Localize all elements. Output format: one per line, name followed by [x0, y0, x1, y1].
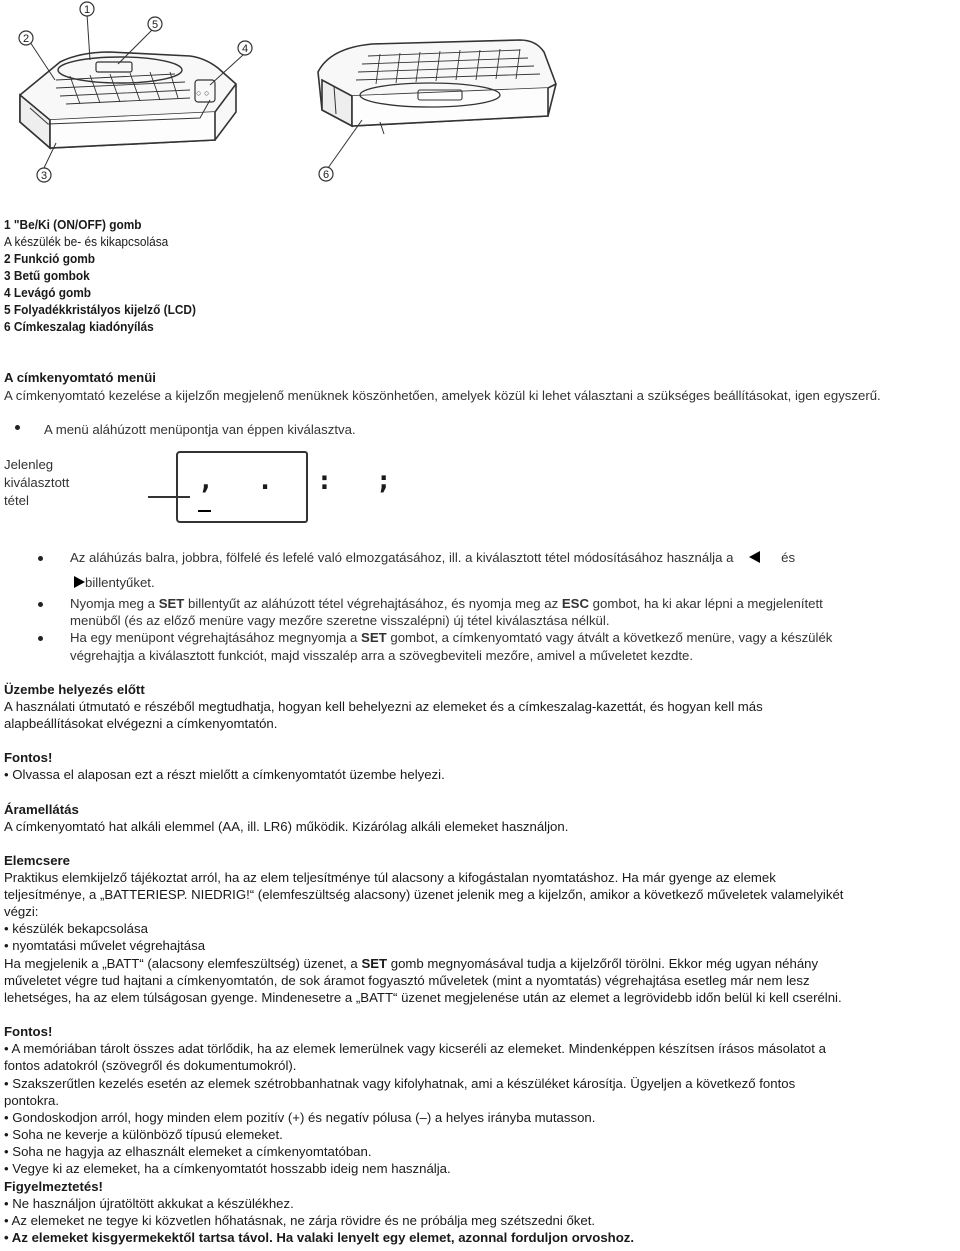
- menu-bullet-2-cont: [74, 574, 155, 591]
- important2-item: • Gondoskodjon arról, hogy minden elem pozitív (+) és negatív pólusa (–) a helyes irányba mutasson.: [4, 1110, 596, 1125]
- label-printer-illustration: [0, 0, 960, 195]
- printer-button-glyph-2: ○: [204, 88, 210, 98]
- bullet4-text: Ha egy menüpont végrehajtásához megnyomja a: [70, 630, 362, 645]
- bullet3-text: gombot, ha ki akar lépni a megjelenített: [589, 596, 823, 611]
- battery-line: [4, 955, 818, 972]
- important-title: Fontos!: [4, 750, 53, 765]
- arrow-right-icon: [74, 576, 85, 588]
- menu-section-title: A címkenyomtató menüi: [4, 370, 156, 385]
- important2-title: Fontos!: [4, 1024, 53, 1039]
- callout-1: 1: [83, 4, 91, 16]
- important-item: • Olvassa el alaposan ezt a részt mielőtt a címkenyomtatót üzembe helyezi.: [4, 767, 445, 782]
- selected-item-label: [4, 456, 69, 510]
- lcd-cursor: [198, 510, 211, 512]
- callout-3: 3: [40, 170, 48, 182]
- bullet-dot: [38, 636, 43, 641]
- important2-item: • Vegye ki az elemeket, ha a címkenyomtatót hosszabb ideig nem használja.: [4, 1161, 451, 1176]
- bullet3-text: Nyomja meg a: [70, 596, 159, 611]
- menu-bullet-1: A menü aláhúzott menüpontja van éppen kiválasztva.: [44, 422, 356, 437]
- bullet2-text: Az aláhúzás balra, jobbra, fölfelé és lefelé való elmozgatásához, ill. a kiválasztott tétel módosításához használja a: [70, 550, 734, 565]
- important2-item: fontos adatokról (szövegről és dokumentumokról).: [4, 1058, 297, 1073]
- bullet-dot: [38, 556, 43, 561]
- legend-item: 3 Betű gombok: [4, 268, 90, 283]
- callout-4: 4: [241, 43, 249, 55]
- bullet2-keys: billentyűket.: [85, 575, 155, 590]
- legend-item: 2 Funkció gomb: [4, 251, 95, 266]
- bullet-dot: [38, 602, 43, 607]
- printer-button-glyph-1: ○: [196, 88, 202, 98]
- battery-line: lehetséges, ha az elem túlságosan gyenge. Mindenesetre a „BATT“ üzenet megjelenése után az elemet a legrövidebb időn belül ki kell cserélni.: [4, 990, 842, 1005]
- bullet3-text: billentyűt az aláhúzott tétel végrehajtásához, és nyomja meg az: [184, 596, 562, 611]
- printer-front-view: [20, 52, 236, 148]
- important2-item: • Soha ne keverje a különböző típusú elemeket.: [4, 1127, 283, 1142]
- warning-item: • Az elemeket ne tegye ki közvetlen hőhatásnak, ne zárja rövidre és ne próbálja meg szétszedni őket.: [4, 1213, 596, 1228]
- battery-line: végzi:: [4, 904, 39, 919]
- important2-item: • A memóriában tárolt összes adat törlődik, ha az elemek lemerülnek vagy kicseréli az elemeket. Mindenképpen készítsen írásos másolatot a: [4, 1041, 826, 1056]
- menu-bullet-4: [70, 629, 832, 646]
- set-key-label: SET: [158, 596, 185, 611]
- legend-item: 4 Levágó gomb: [4, 285, 92, 300]
- power-title: Áramellátás: [4, 802, 79, 817]
- bullet2-and: és: [781, 550, 796, 565]
- setup-title: Üzembe helyezés előtt: [4, 682, 145, 697]
- arrow-left-icon: [749, 551, 760, 563]
- battery-line: teljesítménye, a „BATTERIESP. NIEDRIG!“ (elemfeszültség alacsony) üzenet jelenik meg a kijelzőn, amikor a következő műveletek valamelyikét: [4, 887, 844, 902]
- set-key-label: SET: [361, 630, 387, 645]
- esc-key-label: ESC: [561, 596, 589, 611]
- menu-intro: A címkenyomtató kezelése a kijelzőn megjelenő menüknek köszönhetően, amelyek közül ki lehet választani a szükséges beállításokat, igen egyszerű.: [4, 388, 881, 403]
- battery-line: Praktikus elemkijelző tájékoztat arról, ha az elem teljesítménye túl alacsony a kifogástalan nyomtatáshoz. Ha már gyenge az elemek: [4, 870, 776, 885]
- warning-item: • Ne használjon újratöltött akkukat a készülékhez.: [4, 1196, 294, 1211]
- battery-line: • készülék bekapcsolása: [4, 921, 148, 936]
- legend-item: A készülék be- és kikapcsolása: [4, 234, 169, 249]
- selected-label-line: Jelenleg: [4, 457, 54, 472]
- parts-legend: [4, 216, 196, 335]
- warning-item-emphasis: • Az elemeket kisgyermekektől tartsa távol. Ha valaki lenyelt egy elemet, azonnal forduljon orvoshoz.: [4, 1230, 635, 1245]
- bullet-dot: [15, 425, 20, 430]
- menu-bullet-3-line2: menüből (és az előző menüre vagy mezőre szeretne visszalépni) új tétel kiválasztása nélkül.: [70, 613, 610, 628]
- set-key-label: SET: [361, 956, 388, 971]
- important2-item: pontokra.: [4, 1093, 59, 1108]
- callout-5: 5: [151, 19, 159, 31]
- battery-line: • nyomtatási művelet végrehajtása: [4, 938, 206, 953]
- important2-item: • Szakszerűtlen kezelés esetén az elemek szétrobbanhatnak vagy kifolyhatnak, ami a készüléket károsítja. Ügyeljen a következő fontos: [4, 1076, 796, 1091]
- battery-text: Ha megjelenik a „BATT“ (alacsony elemfeszültség) üzenet, a: [4, 956, 362, 971]
- menu-bullet-3: [70, 595, 823, 612]
- legend-item: 6 Címkeszalag kiadónyílás: [4, 319, 154, 334]
- setup-line-1: A használati útmutató e részéből megtudhatja, hogyan kell behelyezni az elemeket és a címkeszalag-kazettát, és hogyan kell más: [4, 699, 763, 714]
- legend-item: 1 "Be/Ki (ON/OFF) gomb: [4, 217, 142, 232]
- legend-item: 5 Folyadékkristályos kijelző (LCD): [4, 302, 196, 317]
- selected-label-line: kiválasztott: [4, 475, 70, 490]
- power-text: A címkenyomtató hat alkáli elemmel (AA, ill. LR6) működik. Kizárólag alkáli elemeket használjon.: [4, 819, 569, 834]
- lcd-characters: , . : ;: [198, 466, 406, 496]
- selected-label-line: tétel: [4, 493, 29, 508]
- bullet4-text: gombot, a címkenyomtató vagy átvált a következő menüre, vagy a készülék: [386, 630, 833, 645]
- battery-line: műveletet végre tud hajtani a címkenyomtatón, de sok áramot fogyasztó műveletek (mint a nyomtatás) végrehajtása esetleg már nem lesz: [4, 973, 810, 988]
- battery-text: gomb megnyomásával tudja a kijelzőről törölni. Ekkor még ugyan néhány: [387, 956, 819, 971]
- menu-bullet-2: [70, 549, 795, 566]
- important2-item: • Soha ne hagyja az elhasznált elemeket a címkenyomtatóban.: [4, 1144, 372, 1159]
- battery-title: Elemcsere: [4, 853, 70, 868]
- callout-6: 6: [322, 169, 330, 181]
- menu-bullet-4-line2: végrehajtja a kiválasztott funkciót, majd visszalép arra a szövegbeviteli mezőre, amivel a műveletet kezdte.: [70, 648, 694, 663]
- printer-rear-view: [318, 40, 556, 134]
- setup-line-2: alapbeállításokat elvégezni a címkenyomtatón.: [4, 716, 278, 731]
- callout-2: 2: [22, 33, 30, 45]
- warnings-title: Figyelmeztetés!: [4, 1179, 103, 1194]
